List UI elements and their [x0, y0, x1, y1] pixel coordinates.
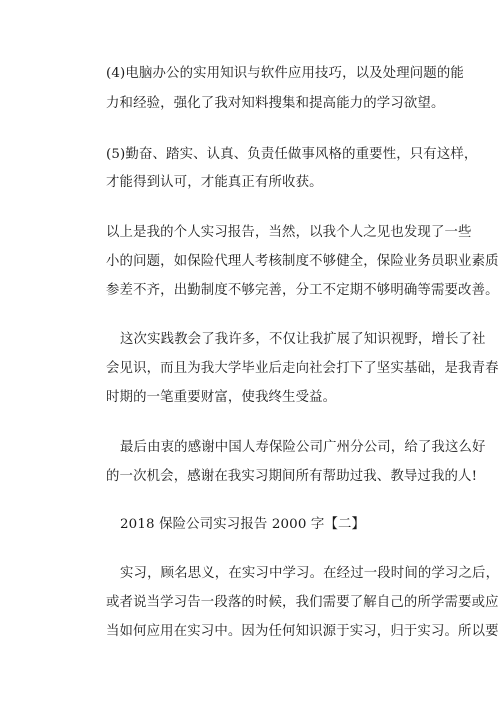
- paragraph-line: 当如何应用在实习中。因为任何知识源于实习，归于实习。所以要: [106, 624, 499, 639]
- paragraph-line: (5)勤奋、踏实、认真、负责任做事风格的重要性，只有这样，: [106, 147, 478, 162]
- paragraph-line: 最后由衷的感谢中国人寿保险公司广州分公司，给了我这么好: [120, 440, 486, 455]
- paragraph-line: 力和经验，强化了我对知料搜集和提高能力的学习欲望。: [106, 96, 445, 111]
- paragraph-line: 参差不齐，出勤制度不够完善，分工不定期不够明确等需要改善。: [106, 283, 499, 298]
- paragraph-line: 小的问题，如保险代理人考核制度不够健全，保险业务员职业素质: [106, 254, 499, 269]
- paragraph-line: 以上是我的个人实习报告，当然，以我个人之见也发现了一些: [106, 225, 472, 240]
- paragraph-line: (4)电脑办公的实用知识与软件应用技巧，以及处理问题的能: [106, 66, 464, 81]
- paragraph-line: 或者说当学习告一段落的时候，我们需要了解自己的所学需要或应: [106, 595, 499, 610]
- paragraph-line: 才能得到认可，才能真正有所收获。: [106, 175, 323, 190]
- paragraph-line: 实习，顾名思义，在实习中学习。在经过一段时间的学习之后，: [120, 566, 500, 581]
- paragraph-line: 这次实践教会了我许多，不仅让我扩展了知识视野，增长了社: [120, 332, 486, 347]
- paragraph-line: 会见识，而且为我大学毕业后走向社会打下了坚实基础，是我青春: [106, 361, 499, 376]
- section-heading-text: 2018 保险公司实习报告 2000 字【二】: [120, 517, 366, 532]
- paragraph-line: 的一次机会，感谢在我实习期间所有帮助过我、教导过我的人!: [106, 469, 478, 484]
- paragraph-line: 时期的一笔重要财富，使我终生受益。: [106, 390, 337, 405]
